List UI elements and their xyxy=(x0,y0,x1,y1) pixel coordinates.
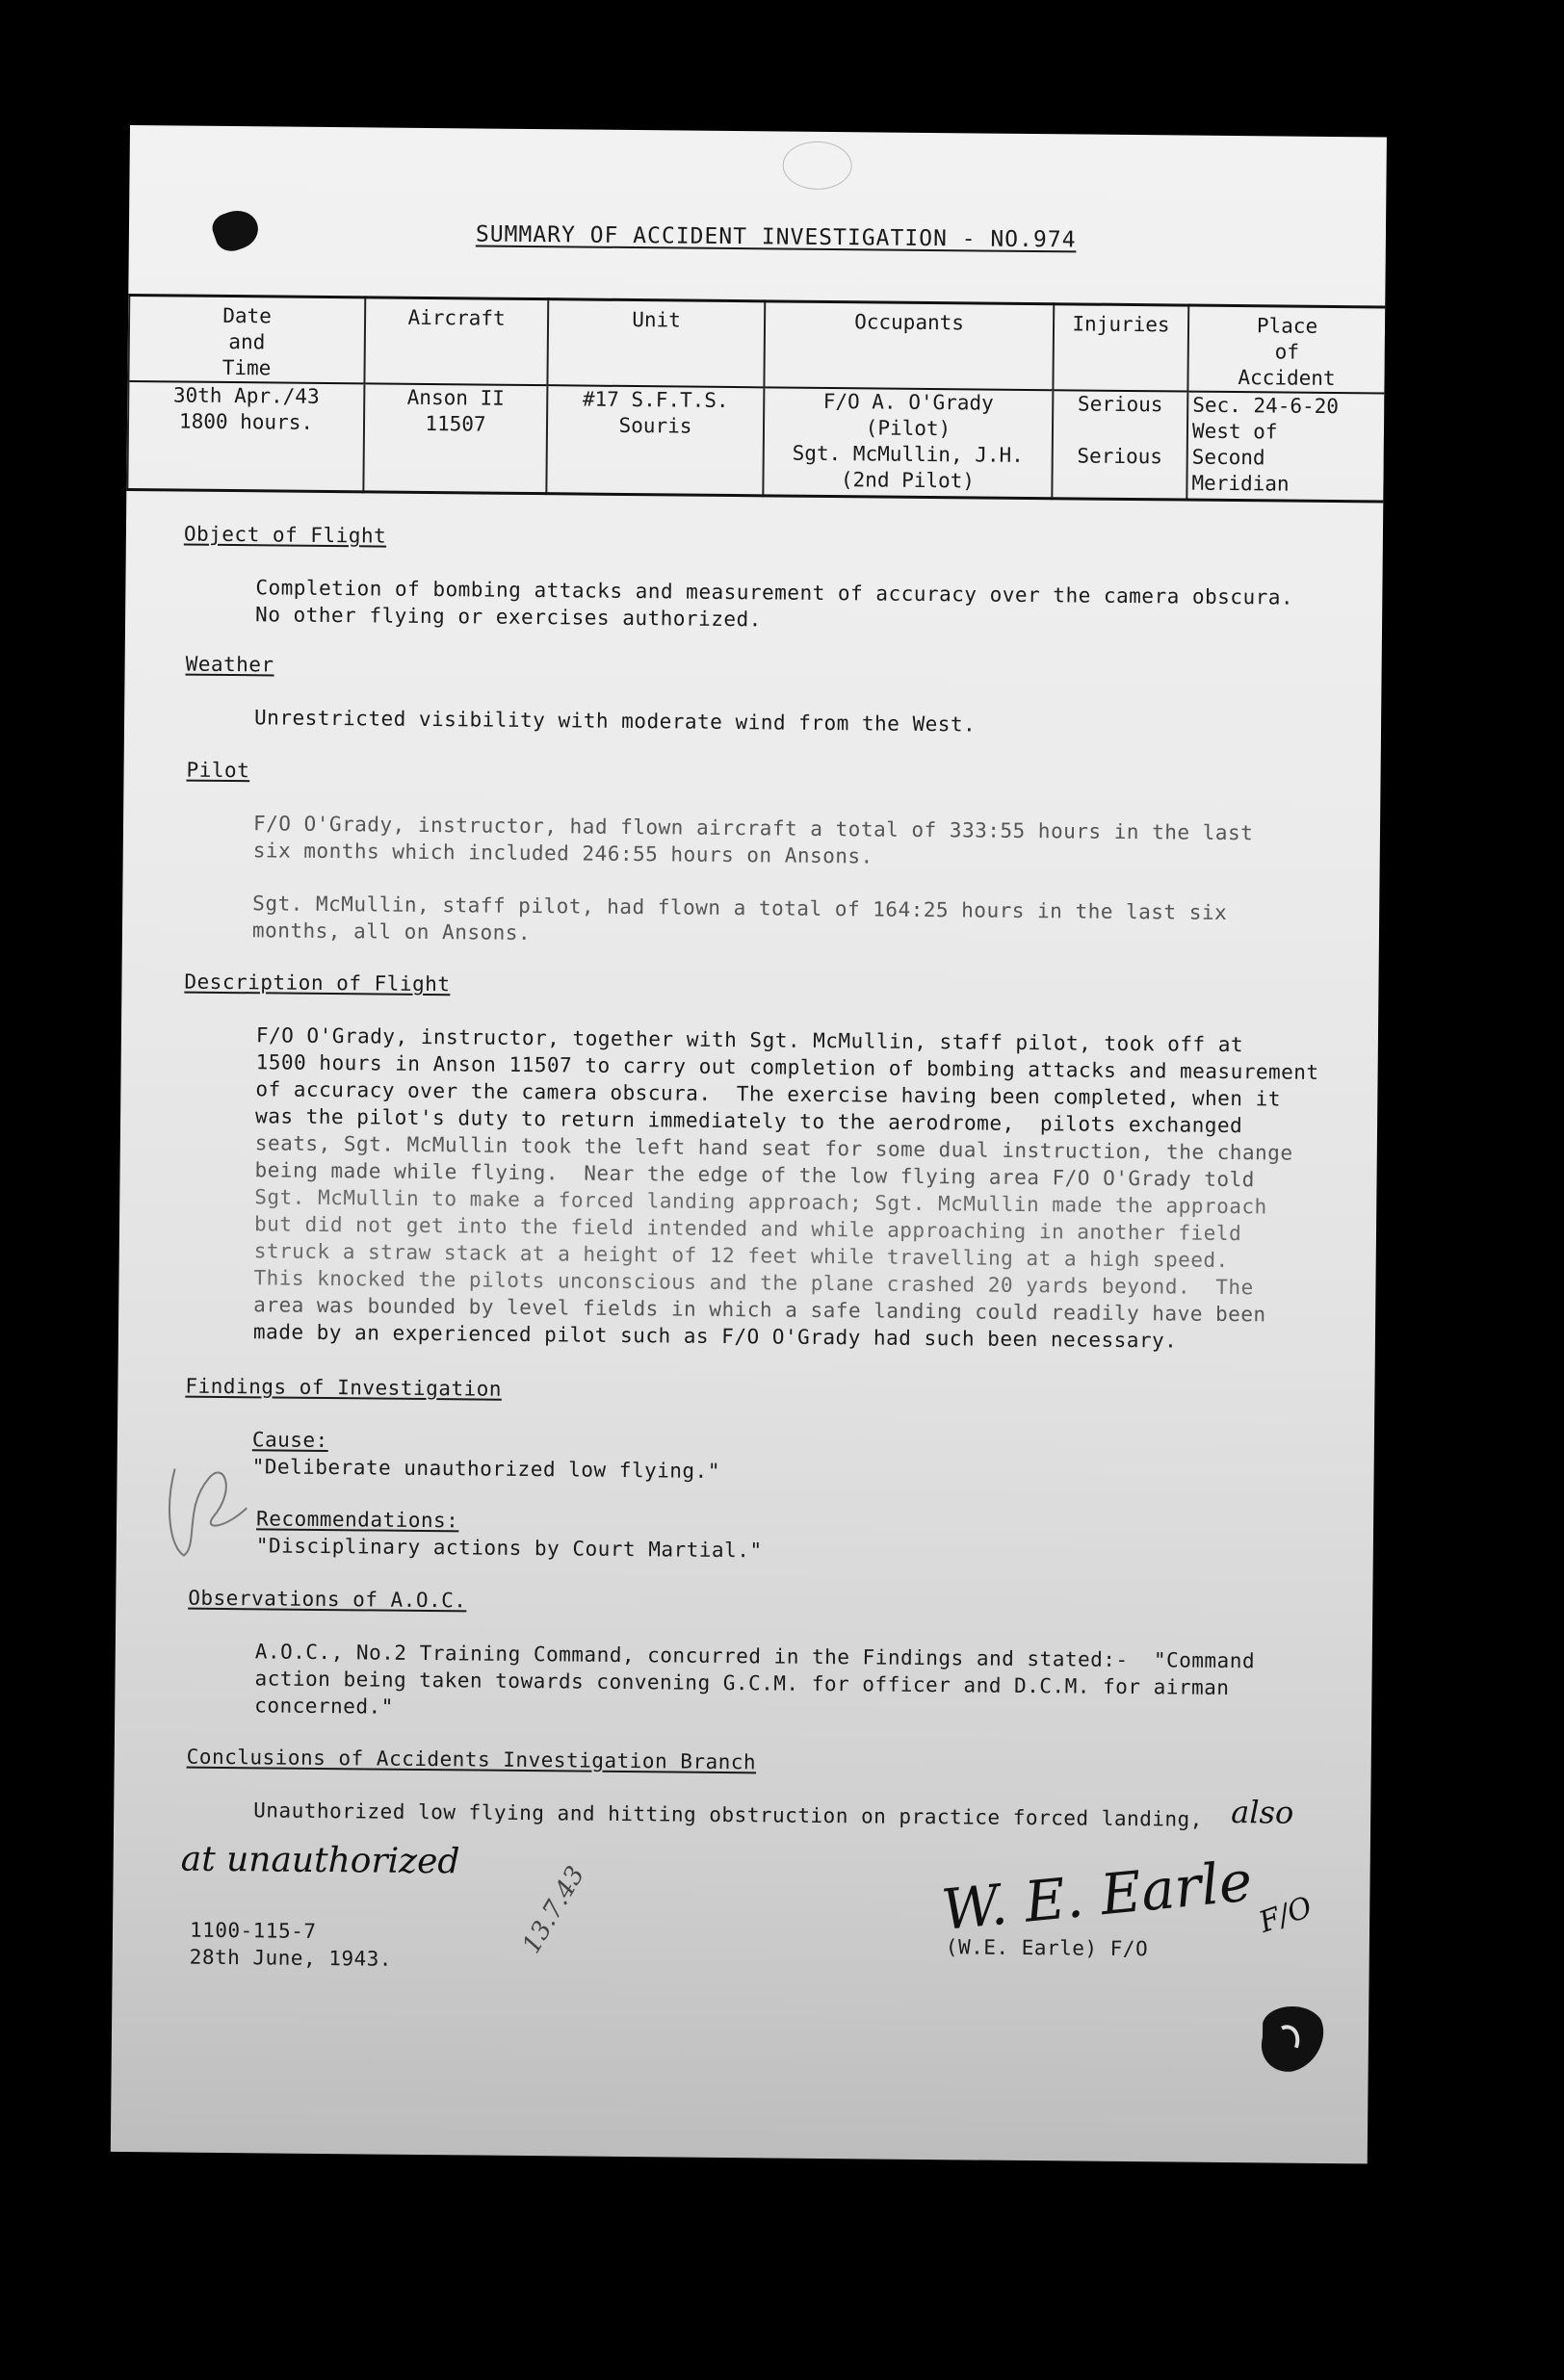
description-line: made by an experienced pilot such as F/O O'Grady had such been necessary. xyxy=(252,1320,1178,1353)
recommendations-text: "Disciplinary actions by Court Martial." xyxy=(255,1534,763,1563)
place-line-3: Second xyxy=(1191,445,1265,470)
time-line: 1800 hours. xyxy=(178,409,314,434)
conclusions-heading: Conclusions of Accidents Investigation Branch xyxy=(186,1745,757,1774)
pilot-p1-line-2: six months which included 246:55 hours on Ansons. xyxy=(252,839,873,868)
injury-1: Serious xyxy=(1077,392,1163,417)
description-line: 1500 hours in Anson 11507 to carry out completion of bombing attacks and measurement xyxy=(255,1050,1319,1084)
weather-heading: Weather xyxy=(185,652,274,677)
header-injuries: Injuries xyxy=(1053,304,1188,392)
description-line: struck a straw stack at a height of 12 feet while travelling at a high speed. xyxy=(253,1239,1229,1273)
punch-hole-mark xyxy=(782,142,851,191)
pilot-p2-line-1: Sgt. McMullin, staff pilot, had flown a total of 164:25 hours in the last six xyxy=(252,892,1228,924)
unit-name: #17 S.F.T.S. xyxy=(582,387,729,412)
object-heading: Object of Flight xyxy=(183,522,387,548)
date-line: 30th Apr./43 xyxy=(172,383,320,408)
pilot-p2-line-2: months, all on Ansons. xyxy=(251,918,532,945)
header-date: Date and Time xyxy=(128,296,365,384)
cause-label: Cause: xyxy=(251,1428,328,1453)
object-line-1: Completion of bombing attacks and measurement of accuracy over the camera obscura. xyxy=(255,576,1294,609)
handwritten-addition-2: at unauthorized xyxy=(180,1839,460,1882)
table-header-row xyxy=(128,296,1386,394)
header-aircraft: Aircraft xyxy=(364,298,548,385)
place-line-2: West of xyxy=(1191,419,1278,444)
cell-place xyxy=(1186,392,1385,502)
occupant-2: Sgt. McMullin, J.H. xyxy=(792,441,1024,467)
description-line: area was bounded by level fields in which a safe landing could readily have been xyxy=(253,1293,1266,1327)
cell-aircraft xyxy=(363,383,547,493)
description-line: seats, Sgt. McMullin took the left hand seat for some dual instruction, the change xyxy=(254,1131,1293,1165)
recommendations-label: Recommendations: xyxy=(255,1507,459,1533)
occupant-2-role: (2nd Pilot) xyxy=(840,468,976,493)
margin-initials-mark xyxy=(155,1449,262,1565)
header-place: Place of Accident xyxy=(1187,305,1386,393)
header-occupants: Occupants xyxy=(764,301,1054,390)
observations-line-2: action being taken towards convening G.C.M. for officer and D.C.M. for airman xyxy=(254,1667,1230,1700)
description-line: F/O O'Grady, instructor, together with Sgt. McMullin, staff pilot, took off at xyxy=(255,1023,1244,1057)
place-line-1: Sec. 24-6-20 xyxy=(1192,393,1340,419)
handwritten-addition-1: also xyxy=(1231,1794,1294,1831)
signature-suffix: F/O xyxy=(1254,1890,1316,1940)
place-line-4: Meridian xyxy=(1191,471,1290,496)
typed-signature-name: (W.E. Earle) F/O xyxy=(945,1935,1149,1961)
conclusions-line: Unauthorized low flying and hitting obstruction on practice forced landing, xyxy=(253,1798,1204,1831)
document-date: 28th June, 1943. xyxy=(189,1945,393,1971)
ink-blot xyxy=(209,205,264,256)
object-line-2: No other flying or exercises authorized. xyxy=(255,603,762,632)
handwritten-initials-date: 13.7.43 xyxy=(516,1861,591,1959)
description-heading: Description of Flight xyxy=(184,970,451,996)
observations-heading: Observations of A.O.C. xyxy=(188,1586,467,1613)
cell-occupants xyxy=(763,387,1053,498)
pilot-p1-line-1: F/O O'Grady, instructor, had flown aircraft a total of 333:55 hours in the last xyxy=(252,812,1254,845)
injury-spacer xyxy=(1057,417,1183,444)
cell-date xyxy=(127,381,364,492)
cell-injuries xyxy=(1052,390,1187,500)
unit-location: Souris xyxy=(618,413,692,438)
description-line: but did not get into the field intended and while approaching in another field xyxy=(253,1212,1242,1246)
occupant-1: F/O A. O'Grady xyxy=(822,389,994,415)
observations-line-3: concerned." xyxy=(254,1694,394,1719)
cause-text: "Deliberate unauthorized low flying." xyxy=(251,1455,721,1483)
occupant-1-role: (Pilot) xyxy=(865,416,951,441)
accident-summary-table xyxy=(126,294,1387,504)
aircraft-type: Anson II xyxy=(406,385,505,410)
injury-2: Serious xyxy=(1077,444,1163,469)
description-line: of accuracy over the camera obscura. The exercise having been completed, when it xyxy=(255,1077,1282,1111)
document-title: SUMMARY OF ACCIDENT INVESTIGATION - NO.974 xyxy=(475,221,1077,253)
cell-unit xyxy=(546,385,764,496)
description-line: Sgt. McMullin to make a forced landing approach; Sgt. McMullin made the approach xyxy=(254,1185,1267,1219)
description-line: This knocked the pilots unconscious and the plane crashed 20 yards beyond. The xyxy=(253,1266,1254,1300)
document-page xyxy=(111,125,1387,2163)
description-line: was the pilot's duty to return immediately to the aerodrome, pilots exchanged xyxy=(255,1104,1243,1138)
pilot-heading: Pilot xyxy=(186,758,250,783)
table-row xyxy=(127,381,1385,502)
header-unit: Unit xyxy=(547,299,765,388)
observations-line-1: A.O.C., No.2 Training Command, concurred in the Findings and stated:- "Command xyxy=(254,1640,1256,1673)
reference-number: 1100-115-7 xyxy=(189,1918,317,1943)
description-line: being made while flying. Near the edge of the low flying area F/O O'Grady told xyxy=(254,1158,1255,1192)
findings-heading: Findings of Investigation xyxy=(185,1374,503,1401)
weather-line: Unrestricted visibility with moderate wind from the West. xyxy=(253,706,977,737)
ink-stamp-mark xyxy=(1248,1994,1336,2082)
aircraft-serial: 11507 xyxy=(425,411,486,436)
handwritten-signature: W. E. Earle xyxy=(938,1848,1255,1943)
